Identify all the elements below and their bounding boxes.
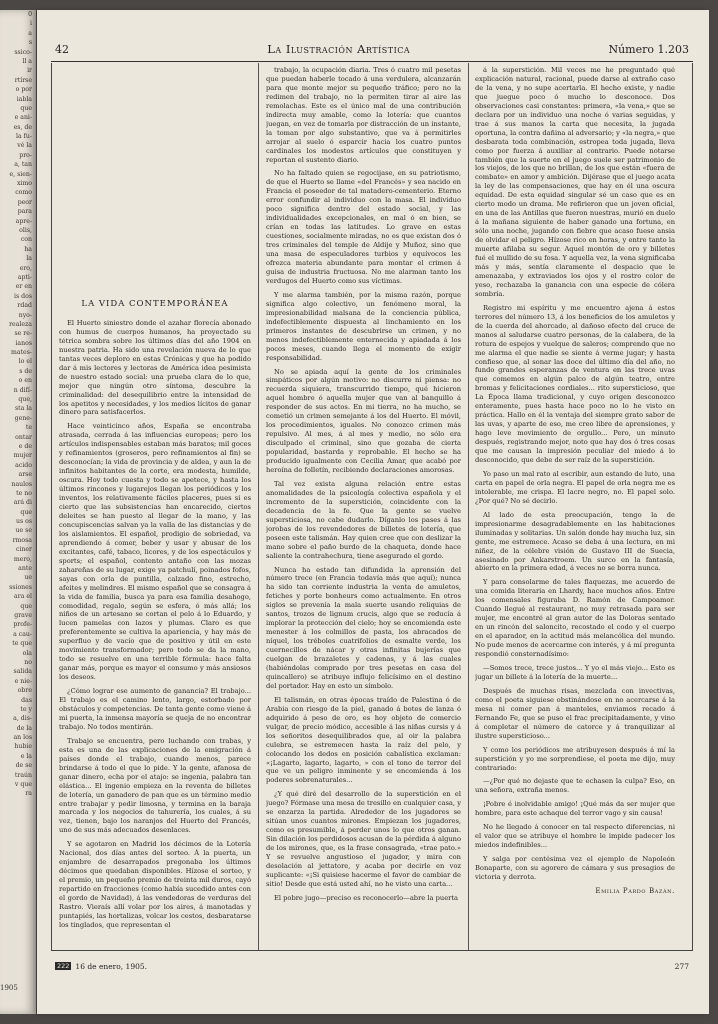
paragraph: Tal vez exista alguna relación entre estas anomalidades de la psicología colectiva española y el incremento de la superstición, coincidente con la decadencia de la fe. Que la gente se vuelve supersticiosa, no cabe dudarlo. Díganlo los pases á las jorobas de los revendedores de billetes de lotería, que poseen este talismán. Hay quien cree que con deslizar la mano sobre el paño burdo de la chaqueta, donde hace saliente la contrahechura, tiene asegurado el gordo. [266, 479, 461, 560]
previous-page-line: con [20, 236, 32, 244]
previous-page-line: de se [15, 762, 32, 770]
previous-page-line: ll a [22, 57, 32, 65]
column-1-body [59, 319, 251, 930]
previous-page-line: apti- [17, 273, 32, 281]
previous-page-line: er en [15, 283, 32, 291]
previous-page-line: para [17, 208, 32, 216]
paragraph: Registro mi espíritu y me encuentro ajena á estos terrores del número 13, á los beneficios de los amuletos y de la cuerda del ahorcado, al dañoso efecto del cruce de manos al saludarse cuatro personas, de la calabera, de la rotura de espejos y vuelque de saleros; comprendo que no me alarma el que nadie se siente á verme jugar; y hasta confieso que, al sonar las doce del último día del año, no fundo grandes esperanzas de ventura en las trece uvas que comemos en algún palco de algún teatro, entre bromas y felicitaciones cordiales... rito supersticioso, que La Época llama tradicional, y cuyo origen desconozco enteramente, pues hasta hace poco no lo he visto en práctica. Hallo en él la ventaja del siempre grato sabor de las uvas, y aparte de eso, me creo libre de aprensiones, y hago leve movimiento de orgullo... Pero, un minuto después, registrando mejor, noto que hay dos ó tres cosas que me causan la impresión peculiar del miedo á lo desconocido, que debe de ser raíz de la superstición. [475, 303, 675, 464]
previous-page-line: rtírse [14, 76, 32, 84]
previous-page-line: que [20, 602, 32, 610]
previous-page-line: ra [25, 790, 32, 798]
paragraph: —¿Por qué no dejaste que te echasen la culpa? Eso, en una señora, extraña menos. [475, 777, 675, 795]
previous-page-line: iabla [16, 95, 32, 103]
paragraph: El pobre jugo—preciso es reconocerlo—abre la puerta [274, 893, 459, 902]
previous-page-line: o en [18, 377, 32, 385]
column-1 [59, 292, 251, 946]
previous-page-line: ara el [14, 593, 32, 601]
paragraph: Y se agotaron en Madrid los décimos de la Lotería Nacional, dos días antes del sorteo. Á la puerta, un enjambre de desarrapados pregonaba los últimos décimos que quedaban disponibles. Hízose el sorteo, y el premio, un pequeño premio de treinta mil duros, cayó repartido en fracciones (como había sucedido antes con el gordo de Navidad), á las vendedoras de verduras del Rastro. Vieraís allí volar por los aires, á manotadas y puntapiés, las hortalizas, volcar los cestos, desbaratarse los tinglados, que representan el [59, 840, 251, 929]
paragraph: Después de muchas risas, mezclada con invectivas, como el poeta siguiese obstinándose en no acercarse á la mesa ni comer pan á manteles, enviamos recado á Fernando Fe, que se puso el frac precipitadamente, y vino á completar el número de catorce y á tranquilizar al ilustre supersticioso... [475, 686, 675, 740]
previous-page-line: mates- [11, 349, 32, 357]
previous-page-line: lo el [18, 358, 32, 366]
paragraph: trabajo, la ocupación diaria. Tres ó cuatro mil pesetas que puedan haberle tocado á una verdulera, alcanzarán para que monte mejor su pequeño tráfico; pero no la redimen del trabajo, no la permiten tirar al aire las remolachas. Este es el único mal de una contribución indirecta muy amable, como la lotería: que cuantos juegan, en vez de tomarla por distracción de un instante, la toman por algo substantivo, que va á permitirles arrojar al suelo ó esparcir hacia los cuatro puntos cardinales los modestos artículos que constituyen y reportan el sustento diario. [266, 66, 461, 164]
previous-page-line: ha [24, 245, 32, 253]
previous-page-line: sta la [15, 405, 32, 413]
footer-badge: 222 [57, 962, 70, 970]
previous-page-line: de la [16, 724, 32, 732]
previous-page-line: traún [14, 771, 32, 779]
previous-page-line: profe- [13, 621, 32, 629]
previous-page-line: apre- [15, 217, 32, 225]
paragraph: El talismán, en otras épocas traído de Palestina ó de Arabia con riesgo de la piel, ganado á botes de lanza ó adquirido á peso de oro, es hoy objeto de comercio vulgar, de precio módico, accesible á las niñas cursis y á los señoritos desequilibrados que, al oir la palabra culebra, se estremecen hasta la raíz del pelo, y colocando los dedos en posición cabalística exclaman: «¡Lagarto, lagarto, lagarto, » con el tono de terror del que ve un peligro inminente y se encomienda á los poderes sobrenaturales... [266, 695, 461, 785]
magazine-title: La Ilustración Artística [267, 42, 411, 56]
previous-page-line: ir [27, 67, 32, 75]
previous-page-line: salida [13, 668, 32, 676]
paragraph: El Huerto siniestro donde el azahar florecía abonado con humus de cuerpos humanos, ha proyectado su tétrica sombra sobre los últimos días del año 1904 en nuestra patria. Ha sido una revelación nueva de lo que tantas veces deploro en estas Crónicas y que ha podido dar á mis lectores y lectoras de América idea pesimista de nuestro estado social: una prueba clara de lo que, mejor que ningún otro síntoma, descubre la criminalidad: del desequilibrio entre la intensidad de los apetitos y necesidades, y los medios lícitos de ganar dinero para satisfacerlos. [59, 318, 251, 417]
footer-page-number: 277 [674, 961, 689, 971]
previous-page-line: la fu- [15, 133, 32, 141]
column-3 [475, 66, 675, 946]
previous-page-line: te [25, 424, 32, 432]
paragraph: Y salga por centésima vez el ejemplo de Napoleón Bonaparte, con su agorero de cámara y sus presagios de victoria y derrota. [475, 855, 675, 882]
column-separator-1 [258, 63, 259, 950]
footer-date: 16 de enero, 1905. [75, 961, 148, 971]
previous-page-line: ante [18, 565, 32, 573]
paragraph: á la superstición. Mil veces me he preguntado qué explicación natural, racional, puede darse al extraño caso de la vena, y no supe acertarla. El hecho existe, y nadie que juegue poco ó mucho lo desconoce. Dos observaciones casi constantes: primera, «la vena,» que se declara por un individuo una noche ó varias seguidas, y trae á sus manos la carta que necesita, la jugada oportuna, la contra dañina al adversario; y «la negra,» que desbarata toda combinación, estropea toda jugada, lleva como por fuerza á auxiliar al contrario. Puede notarse también que la suerte en el juego suele ser patrimonio de los viejos, de los que no brillan, de los que están «fuera de combate» en amor y ambición. Dijérase que el juego acata la ley de las compensaciones, que hay en él una oscura equidad. De esta equidad singular sé un caso que es en cierto modo un drama. Me refirieron que un joven oficial, en una de las Antillas que fueron nuestras, murió en duelo á la mañana siguiente de haber ganado una fortuna, en sólo una noche, jugando con fiebre que acaso fuese ansia de olvidar el peligro. Hízose rico en horas, y entre tanto la muerte afilaba su segur. Aquel montón de oro y billetes fué el mullido de su fosa. Y aquella vez, la vena significaba más y más, sentía claramente el despacio que le amenazaba, y extraviados los ojos y el rostro color de yeso, rechazaba la ganancia con una especie de cólera sombría. [475, 66, 675, 298]
previous-page-line: ximo [16, 180, 32, 188]
previous-page-line: us os [15, 518, 32, 526]
paragraph: Y como los periódicos me atribuyesen después á mí la superstición y yo me sorprendiese, el poeta me dijo, muy contrariado: [475, 745, 675, 772]
paragraph: Al lado de esta preocupación, tengo la de impresionarme desagradablemente en las habitaciones iluminadas y solitarias. Un salón donde hay mucha luz, sin gente, me estremece. Acaso se deba á una lectura, en mi niñez, de la célebre visión de Gustavo III de Suecia, asesinado por Ankarstroem. Un surco en la fantasía, abierto en la primera edad, á veces no se borra nunca. [475, 510, 675, 573]
previous-page-line: obre [17, 687, 32, 695]
column-3-body [475, 66, 675, 882]
column-2 [266, 66, 461, 946]
paragraph: Y para consolarme de tales flaquezas, me acuerdo de una comida literaria en Lhardy, hace muchos años. Entre los comensales figuraba D. Ramón de Campoamor. Cuando llegué al restaurant, no muy retrasada para ser mujer, me encontré al gran autor de las Doloras sentado en un rincón del saloncito, recostado el codo y el cuerpo en el aparador, en la actitud más melancólica del mundo. No pude menos de acercarme con interés, y á mí pregunta respondió consternadísimo: [475, 578, 675, 659]
previous-page-line: no [24, 658, 32, 666]
paragraph: No he llegado á conocer en tal respecto diferencias, ni el valor que se atribuye el hombre le impide padecer los miedos indefinibles... [475, 823, 675, 850]
previous-page-line: ará di [13, 499, 32, 507]
previous-page-line: n difí- [13, 386, 32, 394]
paragraph: ¿Cómo lograr ese aumento de ganancia? El trabajo... El trabajo es el camino lento, largo, estorbado por obstáculos y competencias. De tanta gente como viene á mi puerta, la inmensa mayoría se queja de no encontrar trabajo. No todos mentirán. [59, 687, 251, 731]
previous-page-line: a, tan [14, 161, 32, 169]
previous-page-line: mero, [13, 555, 32, 563]
previous-page-line: ue [24, 574, 32, 582]
previous-page-text [0, 10, 36, 799]
page-footer [55, 960, 689, 972]
previous-page-line: te que [12, 640, 32, 648]
previous-page-line: rdad [17, 302, 32, 310]
previous-page-line: a [28, 29, 32, 37]
previous-page-line: acido [15, 461, 32, 469]
paragraph: Yo paso un mal rato al escribir, aun estando de luto, una carta en papel de orla negra. El papel de orla negra me es intolerable, me crispa. El lacre negro, no. El papel solo. ¿Por qué? No sé decirlo. [475, 469, 675, 505]
previous-page-line: s de [19, 367, 32, 375]
previous-page-line: e ani- [14, 114, 32, 122]
previous-page-line: es, de [13, 123, 32, 131]
previous-page-line: olis, [19, 226, 32, 234]
magazine-page [37, 10, 709, 1014]
column-separator-2 [468, 63, 469, 950]
previous-page-folio: 1905 [0, 984, 18, 992]
previous-page-line: an los [13, 734, 32, 742]
previous-page-line: v que [14, 781, 32, 789]
previous-page-line: i [30, 20, 32, 28]
paragraph: No ha faltado quien se regocijase, en su patriotismo, de que el Huerto se llame «del Francés» y sea nacido en Francia el poseedor de tal matadero-cementerio. Eterno error confundir al individuo con la masa. El individuo poco significa dentro del estado social, y las individualidades excepcionales, en mal ó en bien, se crían en todas las latitudes. Lo grave en estas cuestiones, socialmente miradas, no es que existan dos ó tres criminales del temple de Aldije y Muñoz, sino que una masa de especuladores turbios y equívocos les ofrezca materia abundante para montar el crimen á guisa de industria fructuosa. No me alarman tanto los verdugos del Huerto como sus víctimas. [266, 169, 461, 285]
previous-page-line: te y [20, 705, 32, 713]
paragraph: ¿Y qué diré del desarrollo de la superstición en el juego? Fórmase una mesa de tresillo en cualquier casa, y se enzarza la partida. Alrededor de los jugadores se sitúan unos cuantos mirones. Empiezan los jugadores, como es presumible, á perder unos lo que otros ganan. Sin dilación los perdidosos acusan de la pérdida á alguno de los mirones, que, es la frase consagrada, «trae pato.» Y se revuelve angustioso el jugador, y mira con desolación al jettatore, y acaba por decirle en voz suplicante: «¡Si quisiese hacerme el favor de cambiar de sitio! Desde que está usted ahí, no he visto una carta... [266, 790, 461, 888]
frame-line-left [51, 63, 52, 950]
previous-page-line: ontar [15, 433, 32, 441]
previous-page-line: hubie [14, 743, 32, 751]
paragraph: Trabajo se encuentra, pero luchando con trabas, y esta es una de las explicaciones de la emigración á países donde el trabajo, cuando menos, parece brindarse á todo el que lo pide. Y la gente, afanosa de ganar dinero, echa por el atajo: se ingenia, palabra tan elástica... El ingenio empieza en la reventa de billetes de lotería, un ganadero de pan que es un término medio entre trabajar y pedir limosna, y termina en la baraja marcada y los negocios de tahurería, los cuales, á su vez, tienen, bajo los naranjos del Huerto del Francés, uno de sus más adecuados desenlaces. [59, 736, 251, 835]
previous-page-line: 0 [28, 11, 32, 18]
previous-page-line: ero, [19, 264, 32, 272]
previous-page-line: ianos [15, 339, 32, 347]
previous-page-line: como [15, 189, 32, 197]
previous-page-line: que [20, 508, 32, 516]
previous-page-line: e nie- [14, 677, 32, 685]
previous-page-line: das [21, 696, 32, 704]
previous-page-line: la [26, 255, 32, 263]
paragraph: —Somos trece, trece justos... Y yo el más viejo... Esto es jugar un billete á la lotería de la muerte... [475, 664, 675, 681]
header-rule [51, 61, 693, 62]
paragraph: Y me alarma también, por la misma razón, porque significa algo colectivo, un fenómeno moral, la impresionabilidad malsana de la conciencia pública, indefectiblemente dispuesta al linchamiento en los primeros instantes de descubrirse un crimen, y no menos indefectiblemente enternecida y apiadada á los pocos meses, cuando llega el momento de exigir responsabilidad. [266, 290, 461, 362]
previous-page-line: que, [18, 396, 32, 404]
previous-page-line: te no [16, 489, 32, 497]
previous-page-line: gene- [14, 414, 32, 422]
column-2-body [266, 66, 461, 903]
previous-page-edge [0, 10, 36, 1014]
previous-page-line: vé la [17, 142, 32, 150]
header-page-number: 42 [55, 43, 69, 56]
article-title: LA VIDA CONTEMPORÁNEA [81, 299, 229, 309]
previous-page-line: o por [15, 86, 32, 94]
previous-page-line: e, sien- [9, 170, 32, 178]
issue-number: Número 1.203 [608, 43, 689, 56]
previous-page-line: e de [18, 442, 32, 450]
previous-page-line: nyo- [18, 311, 32, 319]
paragraph: Nunca ha estado tan difundida la aprensión del número trece (en Francia todavía más que aquí); nunca ha sido tan corriente industria la venta de amuletos, fetiches y porte bonheurs como actualmente. En otros siglos se prevenía la mala suerte usando reliquias de santos, trozos de lignum crucis, algo que se reducía á implorar la protección del cielo; hoy se encomienda este menester á los colmillos de pasta, los abracados de níquel, los tréboles cuatrifolios de esmalte verde, los cuernecillos de nácar y otras infinitas bujerías que cuelgan de brazaletes y cadenas, y á las cuales (habiéndolas comprado por tres pesetas en casa del quincallero) se atribuye influjo felicísimo en el destino del portador. Hay en esto un símbolo. [266, 565, 461, 690]
previous-page-line: rmosa [12, 536, 32, 544]
previous-page-line: pro- [19, 151, 32, 159]
previous-page-line: se re- [14, 330, 32, 338]
previous-page-line: grave [14, 612, 32, 619]
previous-page-line: s [28, 39, 32, 47]
footer-left [55, 962, 147, 971]
previous-page-line: ue se [15, 527, 32, 535]
previous-page-line: e la [20, 752, 32, 760]
previous-page-line: ssico- [14, 48, 32, 56]
previous-page-line: is dos [14, 292, 32, 300]
previous-page-line: naulos [11, 480, 32, 488]
previous-page-line: ciner [15, 546, 32, 554]
previous-page-line: a, dis- [13, 715, 32, 723]
author-signature: Emilia Pardo Bazán. [595, 887, 675, 896]
previous-page-line: mujer [13, 452, 32, 460]
previous-page-line: ola [22, 649, 32, 657]
previous-page-line: a cau- [13, 630, 32, 638]
footer-rule [51, 950, 693, 951]
previous-page-line: arse [18, 471, 32, 479]
previous-page-line: que [20, 104, 32, 112]
page-header [55, 42, 689, 58]
frame-line-right [692, 63, 693, 950]
previous-page-line: peor [17, 198, 32, 206]
previous-page-line: realeza [9, 320, 32, 328]
paragraph: Hace veinticinco años, España se encontraba atrasada, cerrada á las influencias europeas; pero los artículos indispensables estaban más baratos; mil goces y refinamientos (groseros, pero refinamientos al fin) se desconocían; la vida de provincia y de aldea, y aun la de infinitos habitantes de la corte, era modesta, humilde, oscura. Hoy todo cuesta y todo se apetece, y hasta los últimos rincones y lugarejos llegan los periódicos y los inventos, los relativamente fáciles placeres, pues si es cierto que las subsistencias han encarecido, ciertos deleites se han puesto al llegar de la mano, y las concupiscencias salvan ya la valla de las distancias y de los aislamientos. El español, prodigio de sobriedad, va aprendiendo á comer, beber y usar y abusar de los excitantes, café, tabaco, licores, y de los espectáculos y sports; el español, contento antaño con las mozas zahareñas de su lugar, exige ya patchulí, poinados fofos, sayas con orla de puntilla, calzado fino, estrecho, afeites y melindres. El mismo español que se consagra á la vida de familia, busca ya para esa familia desahogo, comodidad, regalo, según se esfera, ó más allá; los niños de un artesano se cortan el pelo á lo Eduardo, y lucen pamelas con lazos y plumas. Claro es que preferentemente se cultiva la apariencia, y hay más de superfluo y de vacío que de positivo y útil en este movimiento transformador; pero todo se da la mano, todo se resuelve en una terrible fórmula: hace falta ganar más, porque es mayor el consumo y más ansiosos los deseos. [59, 422, 251, 682]
paragraph: No se apiada aquí la gente de los criminales simpáticos por algún motivo: no discurre ni piensa: no recuerda siquiera, transcurrido tiempo, qué hicieron aquel hombre ó aquella mujer que van al banquillo á responder de sus actos. En mi tierra, no ha mucho, se cometió un crimen semejante á los del Huerto. El móvil, los procedimientos, iguales. No conozco crimen más repulsivo. Al mes, á al mes y medio, no sólo era disculpado el criminal, sino que gozaba de cierta popularidad, bastarda y reprobable. El hecho se ha producido igualmente con Cecilia Amar, que acabó por heroína de folletín, recibiendo declaraciones amorosas. [266, 367, 461, 474]
paragraph: ¡Pobre é inolvidable amigo! ¡Qué más da ser mujer que hombre, para este achaque del terror vago y sin causa! [475, 800, 675, 818]
previous-page-line: ssiones [9, 583, 32, 591]
